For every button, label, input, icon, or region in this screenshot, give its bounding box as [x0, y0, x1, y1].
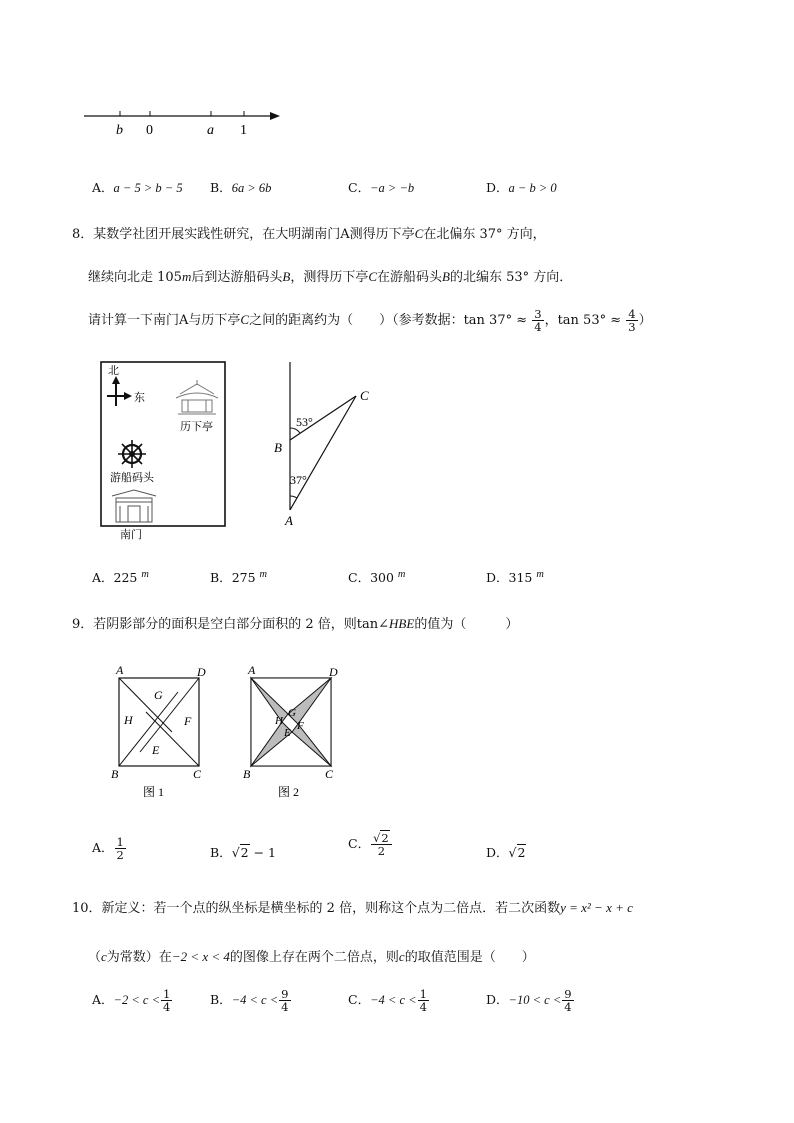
text: （: [88, 950, 102, 965]
q9-option-a[interactable]: [92, 836, 127, 861]
east-label: 东: [134, 392, 145, 404]
option-value: 300: [370, 570, 394, 586]
fig2-b: B: [243, 767, 251, 781]
text: 之间的距离约为（ ）（参考数据：tan 37° ≈: [249, 313, 528, 329]
q9-option-c[interactable]: [348, 832, 393, 857]
fig2-a: A: [248, 663, 256, 677]
text: 为常数）在: [106, 950, 172, 965]
option-text: −4 < c <: [231, 993, 279, 1008]
fraction-4-3: [626, 308, 637, 333]
ship-wheel-icon: [118, 440, 146, 468]
text: 在游船码头: [377, 270, 443, 285]
var: C: [414, 226, 424, 241]
q7-option-a[interactable]: [92, 178, 183, 196]
label-1: 1: [240, 123, 247, 138]
angle-53-label: 53°: [296, 415, 313, 429]
denominator: 4: [163, 1000, 171, 1015]
option-letter: C．: [348, 570, 371, 586]
fig1-e: E: [152, 743, 160, 757]
option-letter: B．: [210, 845, 232, 860]
option-text: −a > −b: [370, 181, 415, 195]
q8-geometry-diagram: [268, 358, 378, 528]
var: c: [101, 949, 107, 964]
text: 10．新定义：若一个点的纵坐标是横坐标的 2 倍，则称这个点为二倍点．若二次函数: [72, 901, 561, 916]
numerator: 1: [163, 987, 171, 1001]
q10-option-b[interactable]: [210, 988, 292, 1013]
q9-line-1: [72, 613, 518, 632]
option-letter: B．: [210, 180, 232, 195]
sqrt-icon: √: [508, 845, 517, 860]
text: ，tan 53° ≈: [544, 313, 622, 329]
fig1-f: F: [184, 714, 192, 728]
option-letter: D．: [486, 992, 509, 1008]
point-b-label: B: [274, 440, 282, 455]
fig2-f: F: [297, 720, 304, 732]
q9-figure-2: [240, 662, 344, 802]
option-text: −4 < c <: [370, 993, 417, 1008]
point-a-label: A: [285, 513, 293, 528]
denominator: 4: [534, 320, 542, 335]
label-b: b: [116, 123, 123, 138]
option-letter: A．: [92, 180, 114, 195]
fig1-h: H: [124, 713, 133, 727]
option-text: −10 < c <: [508, 993, 562, 1008]
numerator: 3: [534, 307, 542, 321]
fig2-c: C: [325, 767, 334, 781]
option-value: 315: [508, 570, 533, 586]
range-expression: −2 < x < 4: [171, 949, 230, 964]
text: 9．若阴影部分的面积是空白部分面积的 2 倍，则tan∠: [72, 617, 390, 632]
option-letter: D．: [486, 180, 509, 195]
q9-option-b[interactable]: [210, 843, 276, 861]
unit: m: [536, 569, 544, 580]
text: 继续向北走 105: [88, 270, 182, 285]
fraction: [562, 988, 573, 1013]
text: 的图像上存在两个二倍点，则: [229, 950, 399, 965]
q10-line-2: [88, 946, 535, 965]
numerator: 1: [419, 987, 427, 1001]
q7-option-b[interactable]: [210, 178, 271, 196]
fig1-g: G: [154, 688, 163, 702]
numerator: 1: [116, 835, 124, 849]
fig2-d: D: [329, 665, 338, 679]
option-value: 275: [231, 570, 256, 586]
q10-option-a[interactable]: [92, 988, 173, 1013]
option-letter: A．: [92, 840, 114, 856]
option-text: a − 5 > b − 5: [113, 181, 183, 195]
unit: m: [259, 569, 268, 580]
text: 请计算一下南门A与历下亭: [88, 313, 241, 329]
gate-label: 南门: [120, 529, 142, 541]
pavilion-icon: [176, 380, 218, 414]
var: C: [368, 269, 377, 284]
fraction-sqrt2-2: [371, 832, 392, 857]
option-text: a − b > 0: [508, 181, 557, 195]
unit: m: [397, 569, 406, 580]
dock-label: 游船码头: [110, 472, 154, 484]
sqrt-icon: √: [231, 845, 240, 860]
text: 在北偏东 37° 方向，: [423, 227, 546, 242]
fig1-d: D: [197, 665, 206, 679]
q8-option-b[interactable]: [210, 568, 267, 586]
option-letter: D．: [486, 570, 509, 586]
number-line: [80, 105, 290, 141]
angle-37-label: 37°: [290, 473, 307, 487]
q7-option-d[interactable]: [486, 178, 557, 196]
text: 的北编东 53° 方向．: [449, 270, 573, 285]
label-a: a: [207, 123, 214, 138]
fraction: [279, 988, 290, 1013]
var: C: [240, 312, 250, 328]
point-c-label: C: [360, 388, 369, 403]
fig2-caption: 图 2: [278, 785, 300, 799]
option-letter: B．: [210, 992, 232, 1008]
text: ，测得历下亭: [290, 270, 369, 285]
fig2-h: H: [275, 715, 283, 727]
option-letter: A．: [92, 570, 114, 586]
text: 后到达游船码头: [191, 270, 283, 285]
unit: m: [141, 569, 149, 580]
text: 的值为（ ）: [414, 617, 519, 632]
var: c: [398, 949, 405, 964]
var: m: [181, 269, 192, 284]
option-letter: D．: [486, 845, 509, 860]
text: 的取值范围是（ ）: [404, 950, 535, 965]
denominator: 4: [564, 1000, 572, 1015]
denominator: 2: [116, 848, 124, 863]
option-value: 225: [113, 570, 138, 586]
option-letter: B．: [210, 570, 232, 586]
function-expression: y = x² − x + c: [560, 900, 633, 915]
q8-line-3: 请计算一下南门A与历下亭C之间的距离约为（ ）（参考数据：tan 37° ≈ $\frac{3}{4}$ ，tan 53° ≈ $\frac{4}{3}$ ）: [88, 307, 652, 335]
var: B: [442, 269, 450, 284]
q8-map-figure: [96, 360, 232, 542]
fig2-e: E: [284, 727, 291, 739]
var: B: [282, 269, 291, 284]
q8-option-c[interactable]: [348, 568, 405, 586]
denominator: 3: [628, 320, 636, 335]
q7-option-c[interactable]: [348, 178, 414, 196]
q8-option-d[interactable]: [486, 568, 544, 586]
fig1-caption: 图 1: [143, 785, 165, 799]
fraction-3-4: [532, 308, 543, 333]
denominator: 4: [281, 1000, 289, 1015]
option-letter: C．: [348, 836, 371, 852]
q9-option-d[interactable]: [486, 843, 526, 861]
q9-figure-1: [108, 662, 212, 802]
numerator: 9: [564, 987, 572, 1001]
option-letter: C．: [348, 992, 371, 1008]
option-letter: A．: [92, 992, 114, 1008]
q10-line-1: [72, 897, 633, 916]
fraction: [161, 988, 172, 1013]
pavilion-label: 历下亭: [180, 421, 213, 433]
fig2-g: G: [288, 707, 296, 719]
north-label: 北: [108, 365, 119, 377]
radicand: 2: [240, 845, 249, 860]
gate-icon: [112, 490, 156, 522]
q8-option-a[interactable]: [92, 568, 149, 586]
fraction: [418, 988, 429, 1013]
q8-line-2: [88, 266, 572, 285]
q10-option-c[interactable]: [348, 988, 430, 1013]
q8-line-1: [72, 223, 546, 242]
numerator: 9: [281, 987, 289, 1001]
option-text: 6a > 6b: [231, 181, 272, 195]
var: HBE: [389, 616, 415, 631]
option-text: − 1: [249, 845, 276, 860]
fig1-b: B: [111, 767, 119, 781]
sqrt-icon: √: [373, 831, 381, 845]
fig1-c: C: [193, 767, 202, 781]
q10-option-d[interactable]: [486, 988, 575, 1013]
radicand: 2: [381, 831, 389, 845]
option-text: −2 < c <: [113, 993, 161, 1008]
numerator: 4: [628, 307, 636, 321]
radicand: 2: [517, 845, 526, 860]
denominator: 2: [377, 844, 386, 859]
label-0: 0: [146, 123, 153, 138]
fraction-1-2: [115, 836, 126, 861]
option-letter: C．: [348, 180, 371, 195]
denominator: 4: [419, 1000, 427, 1015]
fig1-a: A: [116, 663, 124, 677]
text: 8．某数学社团开展实践性研究，在大明湖南门A测得历下亭: [72, 227, 415, 242]
